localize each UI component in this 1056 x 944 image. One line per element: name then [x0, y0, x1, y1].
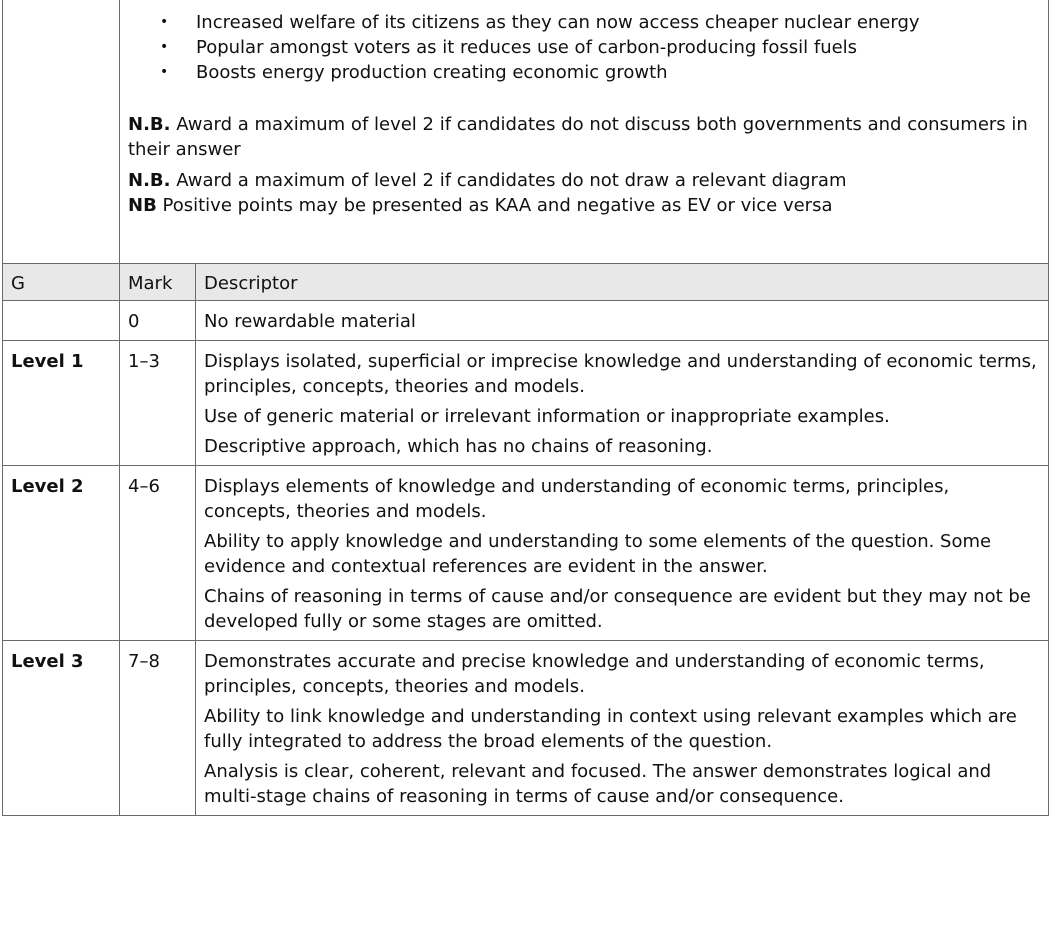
header-descriptor: Descriptor	[196, 264, 1049, 301]
descriptor: No rewardable material	[204, 311, 416, 332]
descriptor: Displays elements of knowledge and understanding of economic terms, principles, concepts, theories and models.	[204, 476, 950, 522]
descriptor: Use of generic material or irrelevant information or inappropriate examples.	[204, 406, 890, 427]
note-text: Positive points may be presented as KAA and negative as EV or vice versa	[156, 195, 833, 216]
descriptor: Descriptive approach, which has no chains of reasoning.	[204, 436, 713, 457]
descriptor-cell	[196, 466, 1049, 641]
level-cell	[3, 466, 120, 641]
guidance-bullets	[128, 10, 1040, 85]
note-prefix: N.B.	[128, 170, 171, 191]
guidance-row	[3, 0, 1049, 264]
guidance-note	[128, 112, 1040, 162]
descriptor-cell	[196, 341, 1049, 466]
descriptor: Ability to link knowledge and understanding in context using relevant examples which are fully integrated to address the broad elements of the question.	[204, 706, 1017, 752]
mark-cell: 7–8	[120, 641, 196, 816]
descriptor-cell	[196, 641, 1049, 816]
guidance-cell	[120, 0, 1049, 264]
guidance-empty-cell	[3, 0, 120, 264]
descriptor: Analysis is clear, coherent, relevant and focused. The answer demonstrates logical and multi-stage chains of reasoning in terms of cause and/or consequence.	[204, 761, 992, 807]
mark-cell: 1–3	[120, 341, 196, 466]
guidance-bullet: • Popular amongst voters as it reduces use of carbon-producing fossil fuels	[196, 35, 1040, 60]
guidance-bullet: • Boosts energy production creating economic growth	[196, 60, 1040, 85]
note-text: Award a maximum of level 2 if candidates do not discuss both governments and consumers in their answer	[128, 114, 1028, 160]
descriptor-cell	[196, 301, 1049, 341]
descriptor: Displays isolated, superficial or imprecise knowledge and understanding of economic terms, principles, concepts, theories and models.	[204, 351, 1037, 397]
level-label: Level 3	[11, 651, 84, 672]
descriptor: Ability to apply knowledge and understanding to some elements of the question. Some evidence and contextual references are evident in the answer.	[204, 531, 992, 577]
table-header-row	[3, 264, 1049, 301]
level-label: Level 1	[11, 351, 84, 372]
header-level: G	[3, 264, 120, 301]
level-cell	[3, 641, 120, 816]
header-mark: Mark	[120, 264, 196, 301]
level-label: Level 2	[11, 476, 84, 497]
mark-scheme-table	[2, 0, 1049, 816]
mark-cell: 0	[120, 301, 196, 341]
descriptor: Chains of reasoning in terms of cause and/or consequence are evident but they may not be developed fully or some stages are omitted.	[204, 586, 1031, 632]
note-prefix: NB	[128, 195, 157, 216]
mark-cell: 4–6	[120, 466, 196, 641]
guidance-bullet: • Increased welfare of its citizens as they can now access cheaper nuclear energy	[196, 10, 1040, 35]
descriptor: Demonstrates accurate and precise knowledge and understanding of economic terms, principles, concepts, theories and models.	[204, 651, 985, 697]
table-row	[3, 341, 1049, 466]
table-row	[3, 466, 1049, 641]
table-row	[3, 641, 1049, 816]
guidance-note	[128, 168, 1040, 193]
note-text: Award a maximum of level 2 if candidates do not draw a relevant diagram	[170, 170, 847, 191]
note-prefix: N.B.	[128, 114, 171, 135]
table-row	[3, 301, 1049, 341]
level-cell	[3, 301, 120, 341]
guidance-note	[128, 193, 1040, 218]
level-cell	[3, 341, 120, 466]
